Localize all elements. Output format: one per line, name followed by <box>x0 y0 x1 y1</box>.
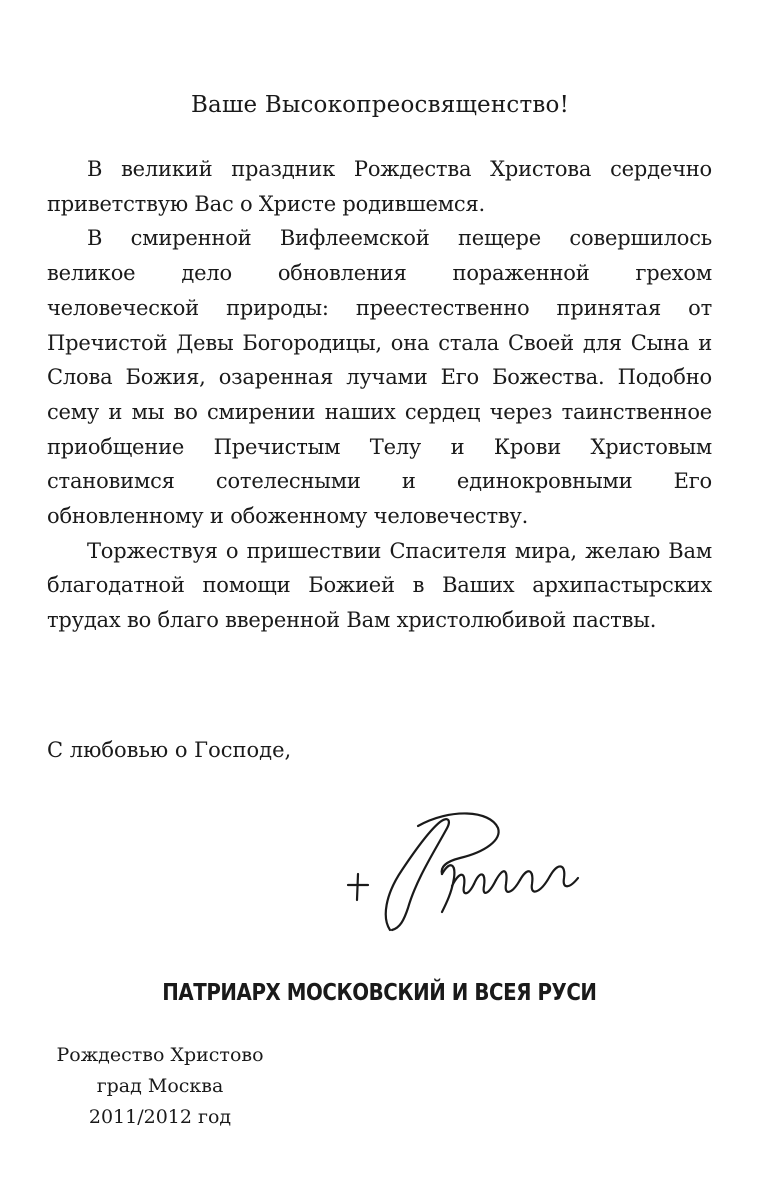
handwritten-signature <box>330 800 590 940</box>
letter-body <box>47 152 712 638</box>
salutation: Ваше Высокопреосвященство! <box>190 92 570 118</box>
closing-line: С любовью о Господе, <box>47 738 292 762</box>
dateline-occasion: Рождество Христово <box>56 1044 264 1066</box>
paragraph: В великий праздник Рождества Христова сердечно приветствую Вас о Христе родившемся. <box>47 157 712 216</box>
dateline <box>40 1040 280 1133</box>
paragraph: Торжествуя о пришествии Спасителя мира, желаю Вам благодатной помощи Божией в Ваших архипастырских трудах во благо вверенной Вам христолюбивой паствы. <box>47 538 712 633</box>
dateline-place: град Москва <box>96 1075 224 1097</box>
dateline-year: 2011/2012 год <box>88 1106 232 1128</box>
sender-title: ПАТРИАРХ МОСКОВСКИЙ И ВСЕЯ РУСИ <box>162 980 597 1006</box>
paragraph: В смиренной Вифлеемской пещере совершилось великое дело обновления пораженной грехом человеческой природы: преестественно принятая от Пречистой Девы Богородицы, она стала Своей для Сына и Слова Божия, озаренная лучами Его Божества. Подобно сему и мы во смирении наших сердец через таинственное приобщение Пречистым Телу и Крови Христовым становимся сотелесными и единокровными Его обновленному и обоженному человечеству. <box>47 226 712 529</box>
